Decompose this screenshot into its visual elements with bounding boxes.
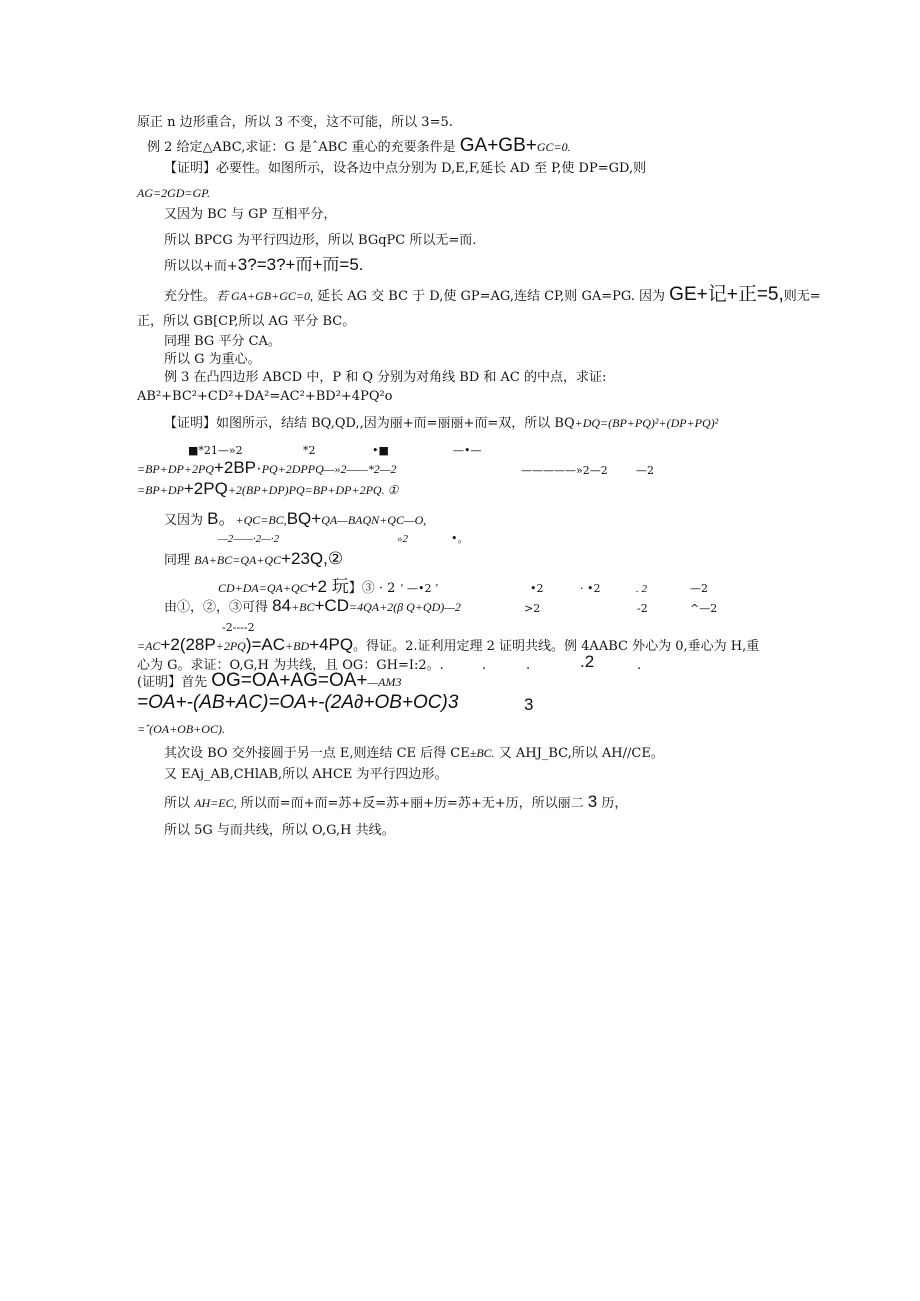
text-line-24 [137, 636, 759, 656]
fragment [451, 530, 469, 548]
fragment [303, 442, 316, 460]
text-span: 所以 G 为重心。 [164, 352, 261, 367]
text-span: *2 [303, 444, 316, 457]
fragment [526, 657, 530, 675]
text-span: »2 [397, 533, 408, 545]
fragment [524, 696, 533, 714]
text-span: •。 [451, 532, 469, 545]
text-line-8 [164, 286, 821, 306]
formula: +DQ=(BP+PQ)²+(DP+PQ)² [574, 416, 719, 430]
text-span: 又因为 [164, 513, 208, 528]
formula: =4QA+2(β Q+QD)—2 [348, 600, 461, 614]
text-line-32 [164, 822, 395, 840]
text-span: •■ [372, 444, 389, 457]
text-span: —•— [453, 444, 482, 457]
text-line-13 [137, 388, 393, 406]
text-span: 又因为 BC 与 GP 互相平分， [164, 207, 337, 222]
text-line-1 [137, 114, 453, 132]
text-line-21 [218, 578, 395, 598]
text-span: 所以 [164, 796, 195, 811]
text-span: ■*21—»2 [188, 444, 243, 457]
formula: +CD [314, 596, 349, 615]
text-span: -2 [637, 602, 648, 615]
text-span: 心为 G。求证：O,G,H 为共线，且 OG：GH=I:2。. [137, 658, 444, 673]
fragment [690, 580, 708, 598]
text-span: . [637, 658, 642, 673]
fragment [482, 657, 486, 675]
text-span: 其次设 BO 交外接圆于另一点 E,则连结 CE 后得 CE [164, 746, 470, 761]
formula: 3 [587, 792, 598, 811]
formula: +4PQ [309, 635, 354, 654]
formula: +2BP· [213, 458, 262, 477]
text-line-5 [164, 206, 336, 224]
fragment [636, 580, 647, 598]
formula: +2 玩 [307, 577, 349, 596]
text-line-17 [137, 480, 398, 500]
text-line-10 [164, 333, 281, 351]
text-line-9 [137, 313, 355, 331]
text-span: 充分性。 [164, 289, 217, 304]
text-span: 原正 n 边形重合，所以 3 不变，这不可能，所以 3=5. [137, 115, 453, 130]
formula: +2(BP+DP)PQ=BP+DP+2PQ. ① [227, 483, 399, 497]
formula: BA+BC=QA+QC [194, 553, 282, 567]
text-line-14 [164, 414, 718, 433]
formula: OG=OA+AG=OA+ [211, 670, 368, 691]
formula: CD+DA=QA+QC [218, 581, 308, 595]
text-span: 例 3 在凸四边形 ABCD 中，P 和 Q 分别为对角线 BD 和 AC 的中点，求证: [164, 370, 607, 385]
text-span: 又 EAj_AB,CHlAB,所以 AHCE 为平行四边形。 [164, 767, 448, 782]
text-line-30 [164, 766, 448, 784]
text-span: 历， [597, 796, 628, 811]
text-span: >2 [524, 602, 541, 615]
text-span: 【证明】必要性。如图所示，设各边中点分别为 D,E,F,延长 AD 至 P,使 DP=GD,则 [164, 161, 647, 176]
formula: +2PQ [183, 479, 228, 498]
text-span: (证明】首先 [137, 675, 212, 690]
text-span: 又 AHJ_BC,所以 AH//CE。 [494, 746, 664, 761]
fragment [580, 653, 594, 671]
formula: +BC [291, 600, 315, 614]
text-span: .2 [580, 652, 595, 671]
text-span: ^—2 [690, 602, 718, 615]
formula: GE+记+正=5, [669, 284, 784, 305]
formula: +BD [285, 639, 310, 653]
text-span: AB²+BC²+CD²+DA²=AC²+BD²+4PQ²o [137, 389, 393, 404]
text-line-7 [164, 256, 364, 276]
text-span: 。得证。2.证利用定理 2 证明共线。例 4AABC 外心为 0,垂心为 H,重 [353, 639, 760, 654]
text-line-2 [147, 137, 571, 157]
text-line-28 [137, 720, 225, 738]
text-line-20 [164, 550, 343, 570]
fragment [521, 462, 608, 480]
formula: 若 GA+GB+GC=0, [216, 289, 313, 303]
formula: 3?=3?+而+而=5. [237, 255, 364, 274]
formula: B。 [207, 509, 236, 528]
formula: AH=EC, [194, 796, 237, 810]
text-span: 所以 5G 与而共线，所以 O,G,H 共线。 [164, 823, 395, 838]
text-span: 所以以+而+ [164, 259, 238, 274]
fragment [636, 462, 654, 480]
text-span: -2----2 [222, 621, 255, 634]
text-span: 延长 AG 交 BC 于 D,使 GP=AG,连结 CP,则 GA=PG. 因为 [312, 289, 670, 304]
fragment [637, 600, 648, 618]
text-span: 正，所以 GB[CP,所以 AG 平分 BC。 [137, 314, 356, 329]
formula: +2(28P [160, 635, 216, 654]
formula: )=AC [245, 635, 286, 654]
text-line-3 [164, 160, 646, 178]
text-span: 由①，②，③可得 [164, 600, 273, 615]
fragment [524, 600, 540, 618]
text-span: —2 [636, 464, 654, 477]
formula: BQ+ [286, 509, 322, 528]
formula: =ˆ(OA+OB+OC). [137, 722, 225, 736]
text-span: —————»2—2 [521, 464, 608, 477]
fragment [690, 600, 717, 618]
formula: =OA+-(AB+AC)=OA+-(2A∂+OB+OC)3 [137, 692, 459, 713]
text-line-26 [137, 672, 402, 692]
formula: GC=0. [536, 140, 571, 154]
formula: =AC [137, 639, 161, 653]
formula: +23Q,② [281, 549, 344, 568]
formula: =BP+DP+2PQ [137, 462, 214, 476]
text-line-16 [137, 459, 396, 479]
text-span: ’ —•2 ’ [400, 582, 439, 595]
formula: QA—BAQN+QC—O, [321, 513, 427, 527]
text-line-4 [137, 184, 210, 202]
text-span: · •2 [580, 582, 601, 595]
text-span: 所以 BPCG 为平行四边形，所以 BGqPC 所以无=而. [164, 233, 477, 248]
fragment [397, 530, 408, 548]
text-span: 则无= [783, 289, 821, 304]
fragment [530, 580, 544, 598]
formula: AG=2GD=GP. [137, 186, 210, 200]
fragment [580, 580, 600, 598]
formula: +2PQ [215, 639, 246, 653]
text-span: 【证明】如图所示，结结 BQ,QD,,因为丽+而=丽丽+而=双，所以 BQ [164, 416, 575, 431]
text-line-27 [137, 694, 458, 714]
text-span: . [482, 658, 487, 673]
fragment [400, 580, 438, 598]
text-span: 3 [524, 695, 534, 714]
fragment [372, 442, 389, 460]
text-line-31 [164, 793, 627, 813]
fragment [453, 442, 482, 460]
text-span: . 2 [636, 583, 647, 595]
text-span: 同理 [164, 553, 195, 568]
text-span: 】③ · 2 [348, 581, 396, 596]
formula: ±BC. [469, 746, 495, 760]
formula: —AM3 [367, 675, 402, 689]
fragment [218, 530, 279, 548]
fragment [637, 657, 641, 675]
text-line-18 [164, 510, 426, 530]
formula: +QC=BC, [235, 513, 287, 527]
text-line-29 [164, 744, 664, 763]
text-span: •2 [530, 582, 544, 595]
text-span: 例 2 给定△ABC,求证：G 是ˆABC 重心的充要条件是 [147, 140, 460, 155]
text-span: —2——·2—·2 [218, 533, 280, 545]
text-line-6 [164, 232, 476, 250]
formula: =BP+DP [137, 483, 184, 497]
text-line-12 [164, 369, 606, 387]
text-span: 同理 BG 平分 CA。 [164, 334, 281, 349]
formula: PQ+2DPPQ—»2——*2—2 [261, 462, 397, 476]
formula: 84 [272, 596, 292, 615]
formula: GA+GB+ [459, 135, 537, 156]
text-line-11 [164, 351, 261, 369]
text-span: —2 [690, 582, 708, 595]
text-line-22 [164, 597, 461, 617]
text-span: . [526, 658, 531, 673]
text-span: 所以而=而+而=苏+反=苏+丽+历=苏+无+历，所以丽二 [236, 796, 588, 811]
